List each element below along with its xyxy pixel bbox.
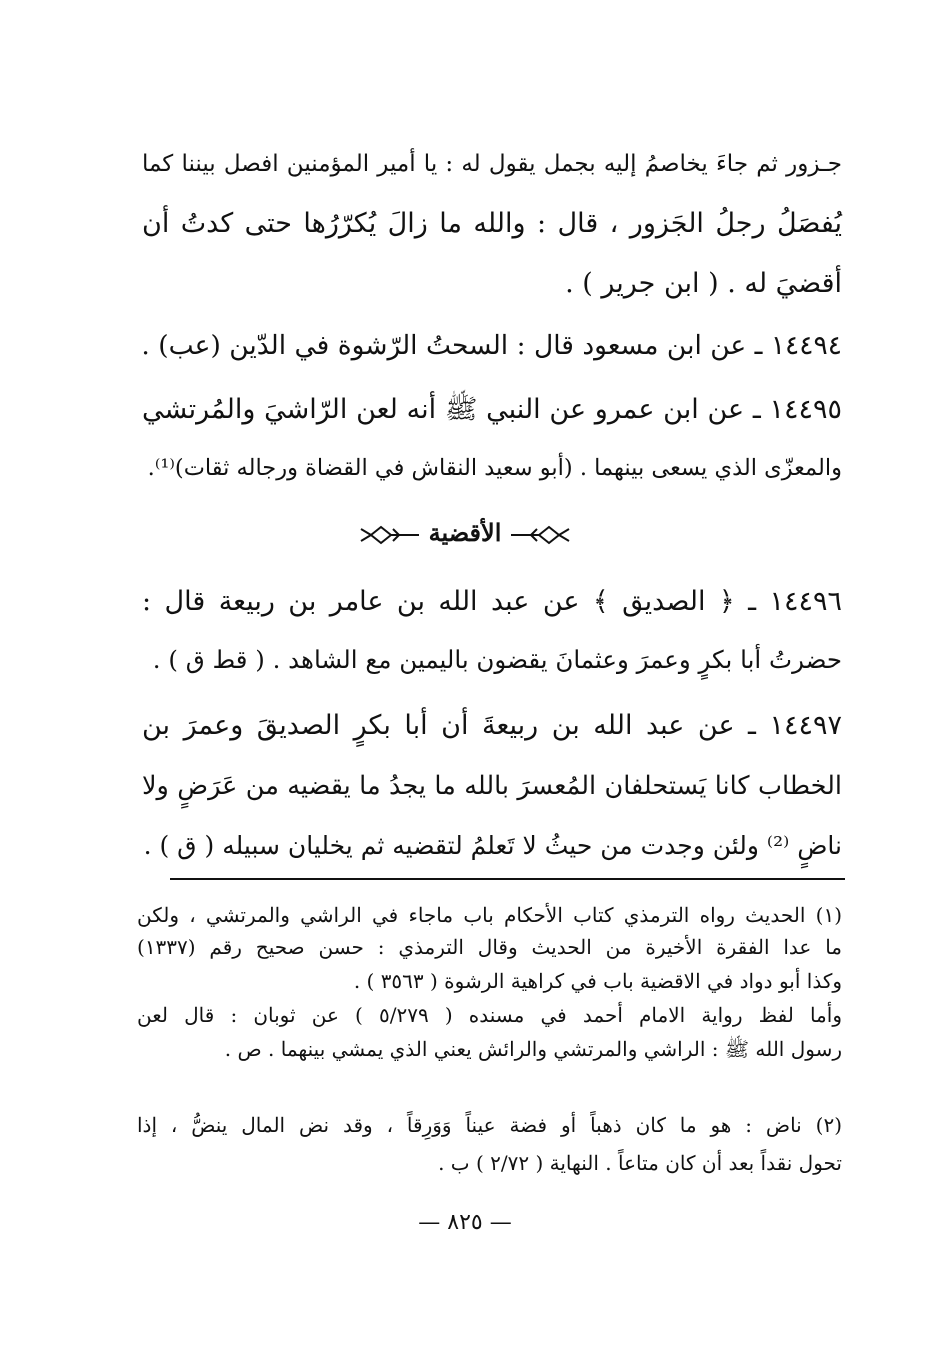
body-line: الخطاب كانا يَستحلفان المُعسرَ بالله ما يجدُ ما يقضيه من عَرَضٍ ولا xyxy=(142,771,842,801)
footnote-line: رسول الله ﷺ : الراشي والمرتشي والرائش يعني الذي يمشي بينهما . ص . xyxy=(224,1037,842,1061)
hadith-14497: ١٤٤٩٧ ـ عن عبد الله بن ربيعةَ أن أبا بكرٍ الصديقَ وعمرَ بن xyxy=(142,710,842,741)
section-heading xyxy=(0,518,930,547)
hadith-14494: ١٤٤٩٤ ـ عن ابن مسعود قال : السحتُ الرّشوة في الدّين (عب) . xyxy=(141,330,842,361)
hadith-14495: ١٤٤٩٥ ـ عن ابن عمرو عن النبي ﷺ أنه لعن الرّاشيَ والمُرتشي xyxy=(142,394,842,425)
body-line: جـزور ثم جاءَ يخاصمُ إليه بجمل يقول له : يا أمير المؤمنين افصل بيننا كما xyxy=(142,151,842,177)
body-line: يُفصَلُ رجلُ الجَزور ، قال : والله ما زالَ يُكرّرُها حتى كدتُ أن xyxy=(142,208,842,239)
footnote-divider xyxy=(170,878,845,880)
body-line: ناضٍ ⁽²⁾ ولئن وجدت من حيثُ لا تَعلمُ لتقضيه ثم يخليان سبيله ( ق ) . xyxy=(143,831,842,860)
ornament-icon xyxy=(509,523,579,547)
body-line: والمعزّى الذي يسعى بينهما . (أبو سعيد النقاش في القضاة ورجاله ثقات)⁽¹⁾. xyxy=(147,455,842,481)
footnote-line: (١) الحديث رواه الترمذي كتاب الأحكام باب ماجاء في الراشي والمرتشي ، ولكن xyxy=(137,903,842,927)
footnote-line: وكذا أبو دواد في الاقضية باب في كراهية الرشوة ( ٣٥٦٣ ) . xyxy=(353,969,842,993)
ornament-icon xyxy=(351,523,421,547)
footnote-line: ما عدا الفقرة الأخيرة من الحديث وقال الترمذي : حسن صحيح رقم (١٣٣٧) xyxy=(137,935,842,959)
body-line: حضرتُ أبا بكرٍ وعمرَ وعثمانَ يقضون باليمين مع الشاهد . ( قط ق ) . xyxy=(152,645,842,674)
hadith-14496: ١٤٤٩٦ ـ ﴿ الصديق ﴾ عن عبد الله بن عامر بن ربيعة قال : xyxy=(142,586,842,617)
body-line: أقضيَ له . ( ابن جرير ) . xyxy=(565,268,842,299)
section-heading-text: الأقضية xyxy=(428,518,502,547)
footnote-line: تحول نقداً بعد أن كان متاعاً . النهاية ( ٢/٧٢ ) ب . xyxy=(438,1151,842,1175)
page-number: — ٨٢٥ — xyxy=(418,1210,512,1235)
footnote-line: وأما لفظ رواية الامام أحمد في مسنده ( ٥/٢٧٩ ) عن ثوبان : قال لعن xyxy=(137,1003,842,1027)
footnote-line: (٢) ناض : هو ما كان ذهباً أو فضة عيناً وَوَرِقاً ، وقد نض المال ينضُّ ، إذا xyxy=(137,1113,842,1137)
